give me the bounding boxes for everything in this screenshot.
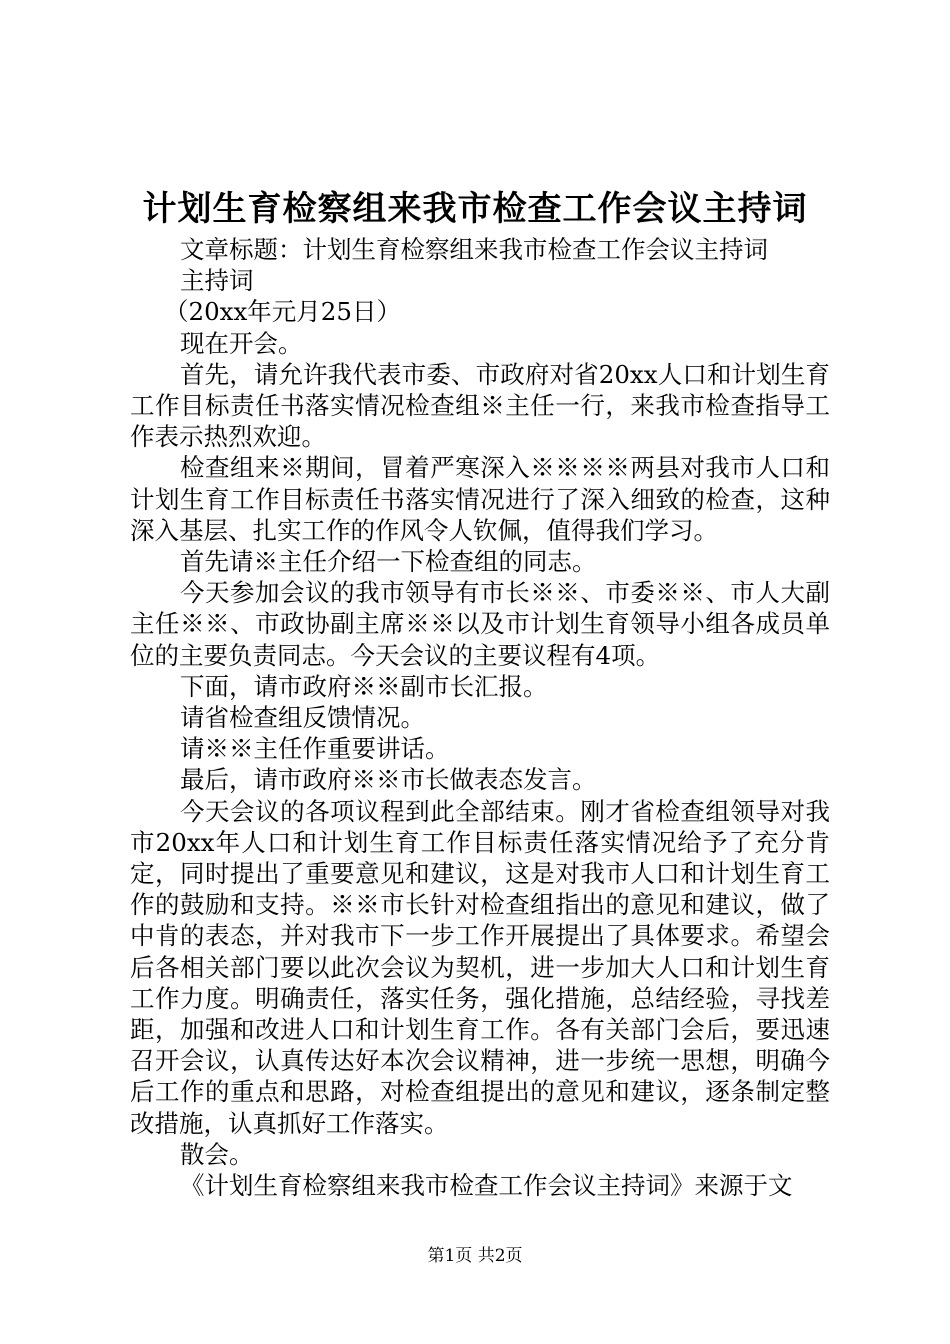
paragraph-host-speech: 主持词 [180, 266, 254, 296]
paragraph-date: （20xx年元月25日） [164, 297, 401, 327]
paragraph-final-statement: 最后，请市政府※※市长做表态发言。 [180, 765, 597, 795]
paragraph-attendees: 今天参加会议的我市领导有市长※※、市委※※、市人大副主任※※、市政协副主席※※以及市计划生育领导小组各成员单位的主要负责同志。今天会议的主要议程有4项。 [130, 578, 830, 670]
paragraph-welcome: 首先，请允许我代表市委、市政府对省20xx人口和计划生育工作目标责任书落实情况检查组※主任一行，来我市检查指导工作表示热烈欢迎。 [130, 359, 830, 452]
paragraph-adjourn: 散会。 [180, 1139, 254, 1169]
document-body [130, 234, 830, 1201]
paragraph-article-title: 文章标题：计划生育检察组来我市检查工作会议主持词 [180, 235, 768, 264]
paragraph-inspection: 检查组来※期间，冒着严寒深入※※※※两县对我市人口和计划生育工作目标责任书落实情况进行了深入细致的检查，这种深入基层、扎实工作的作风令人钦佩，值得我们学习。 [130, 453, 830, 545]
document-title: 计划生育检察组来我市检查工作会议主持词 [142, 189, 808, 229]
paragraph-conclusion: 今天会议的各项议程到此全部结束。刚才省检查组领导对我市20xx年人口和计划生育工作目标责任落实情况给予了充分肯定，同时提出了重要意见和建议，这是对我市人口和计划生育工作的鼓励和支持。※※市长针对检查组指出的意见和建议，做了中肯的表态，并对我市下一步工作开展提出了具体要求。希望会后各相关部门要以此次会议为契机，进一步加大人口和计划生育工作力度。明确责任，落实任务，强化措施，总结经验，寻找差距，加强和改进人口和计划生育工作。各有关部门会后，要迅速召开会议，认真传达好本次会议精神，进一步统一思想，明确今后工作的重点和思路，对检查组提出的意见和建议，逐条制定整改措施，认真抓好工作落实。 [130, 796, 830, 1138]
paragraph-feedback: 请省检查组反馈情况。 [180, 703, 425, 733]
paragraph-opening: 现在开会。 [180, 328, 303, 358]
paragraph-report: 下面，请市政府※※副市长汇报。 [180, 671, 548, 701]
paragraph-source: 《计划生育检察组来我市检查工作会议主持词》来源于文 [180, 1171, 793, 1201]
paragraph-speech: 请※※主任作重要讲话。 [180, 734, 450, 764]
page-number-footer: 第1页 共2页 [427, 1246, 523, 1266]
paragraph-introduce: 首先请※主任介绍一下检查组的同志。 [180, 547, 597, 577]
